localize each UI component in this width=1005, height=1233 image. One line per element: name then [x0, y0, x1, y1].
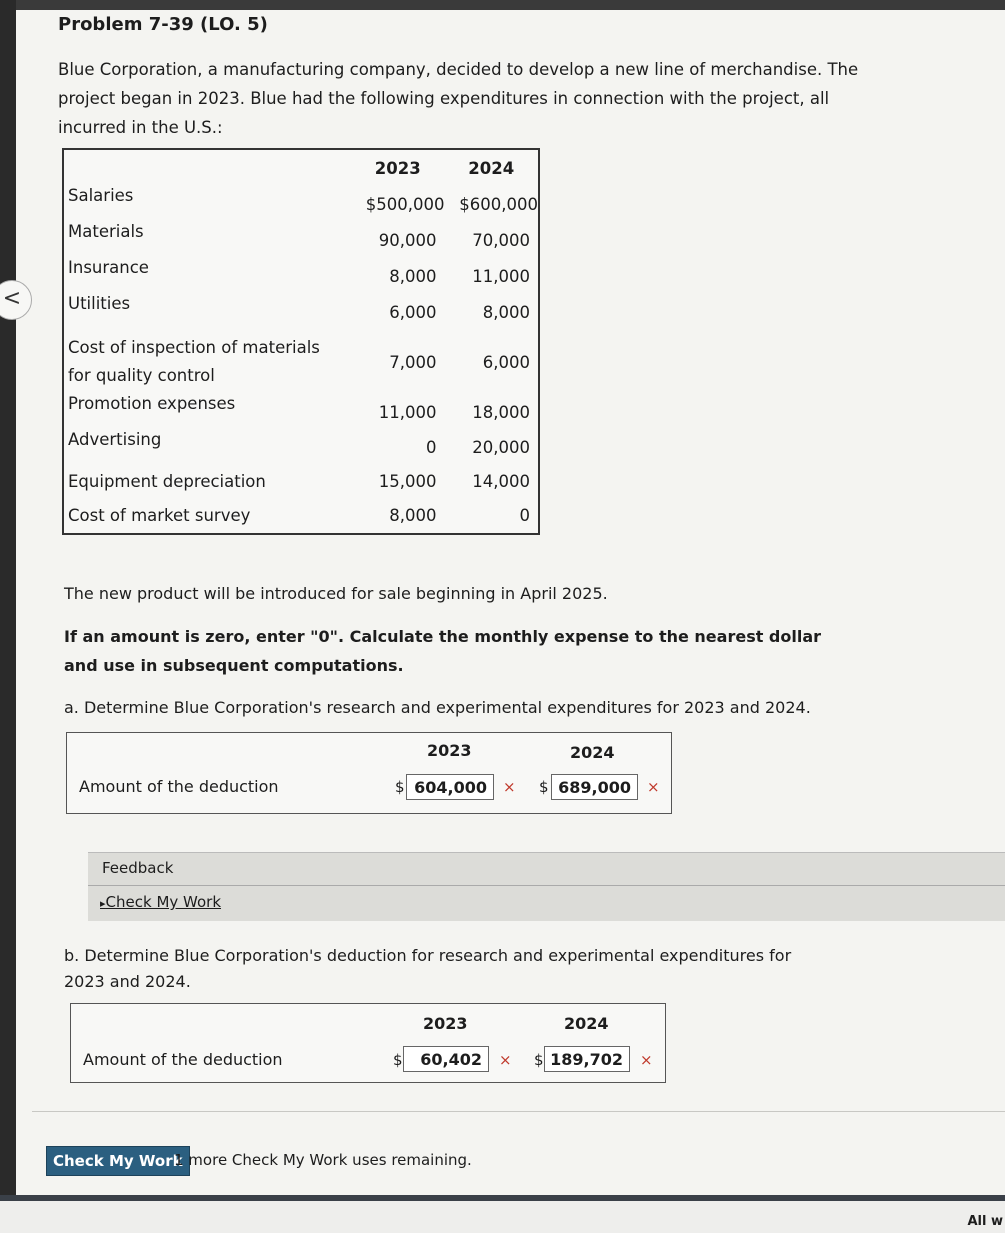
expense-value: 15,000 [378, 471, 437, 491]
currency-symbol: $ [395, 778, 405, 796]
row-label: Amount of the deduction [79, 777, 279, 796]
expense-value: 0 [425, 437, 437, 457]
row-label: Amount of the deduction [83, 1050, 283, 1069]
expense-value: 20,000 [472, 437, 530, 457]
table-header-row [63, 149, 539, 186]
year-header: 2023 [374, 158, 421, 178]
attempts-remaining-text: 1 more Check My Work uses remaining. [174, 1151, 472, 1169]
currency-symbol: $ [393, 1051, 403, 1069]
table-row [63, 498, 539, 534]
expense-label: Materials [68, 222, 144, 241]
section-divider [32, 1111, 1005, 1112]
feedback-panel [88, 852, 1005, 921]
table-row [63, 222, 539, 258]
expense-value: 11,000 [472, 266, 530, 286]
part-b-question: b. Determine Blue Corporation's deduction for research and experimental expenditures for [64, 946, 792, 965]
corner-text: All w [967, 1214, 1003, 1229]
table-row [63, 464, 539, 498]
expense-value: $600,000 [459, 194, 538, 214]
expense-label: Advertising [68, 430, 162, 449]
problem-page [16, 10, 1005, 1195]
deduction-2024-input[interactable]: 189,702 [544, 1046, 630, 1072]
expense-label: Insurance [68, 258, 149, 277]
incorrect-mark-icon: × [647, 778, 660, 796]
expense-value: $500,000 [365, 194, 445, 214]
feedback-label: Feedback [102, 859, 174, 877]
incorrect-mark-icon: × [503, 778, 516, 796]
table-row [63, 258, 539, 294]
part-b-question: 2023 and 2024. [64, 972, 191, 991]
expense-value: 8,000 [482, 302, 530, 322]
expense-value: 6,000 [482, 352, 530, 372]
expense-label-line: Cost of inspection of materials [68, 338, 320, 357]
year-header: 2023 [423, 1014, 468, 1033]
expense-value: 8,000 [389, 266, 437, 286]
table-row [63, 294, 539, 330]
expense-label: Equipment depreciation [68, 471, 266, 491]
expand-arrow-icon: ▸ [100, 897, 106, 910]
deduction-2023-input[interactable]: 604,000 [406, 774, 494, 800]
year-header: 2024 [468, 158, 515, 178]
deduction-2024-input[interactable]: 689,000 [551, 774, 638, 800]
expense-value: 7,000 [389, 352, 437, 372]
expense-value: 14,000 [472, 471, 530, 491]
bottom-strip [0, 1201, 1005, 1233]
top-bezel [16, 0, 1005, 10]
table-row [63, 186, 539, 222]
deduction-2023-input[interactable]: 60,402 [403, 1046, 489, 1072]
check-my-work-link[interactable] [100, 893, 221, 911]
expense-value: 0 [519, 506, 530, 525]
table-row [63, 430, 539, 464]
problem-intro: Blue Corporation, a manufacturing company, decided to develop a new line of merchandise. The project began in 2023. Blue had the following expenditures in connection with the project, all incurred in the U.S.: [58, 60, 859, 137]
sale-date-text: The new product will be introduced for sale beginning in April 2025. [64, 584, 608, 603]
year-header: 2024 [564, 1014, 609, 1033]
check-my-work-link-text: Check My Work [105, 893, 222, 911]
expense-value: 70,000 [472, 230, 530, 250]
year-header: 2023 [427, 741, 472, 760]
table-row [63, 394, 539, 430]
problem-title: Problem 7-39 (LO. 5) [58, 14, 268, 35]
feedback-divider [88, 885, 1005, 886]
expense-label: Cost of market survey [68, 506, 251, 525]
expense-value: 18,000 [472, 402, 530, 422]
year-header: 2024 [570, 743, 615, 762]
expense-label: Salaries [68, 186, 134, 205]
check-my-work-button[interactable]: Check My Work [46, 1146, 190, 1176]
expense-value: 8,000 [389, 506, 437, 525]
incorrect-mark-icon: × [640, 1051, 653, 1069]
expense-label: Utilities [68, 294, 131, 313]
part-a-question: a. Determine Blue Corporation's research and experimental expenditures for 2023 and 2024. [64, 698, 811, 717]
currency-symbol: $ [534, 1051, 544, 1069]
expense-label: Promotion expenses [68, 394, 236, 413]
part-a-answer-table [66, 732, 672, 814]
back-chevron-icon[interactable]: < [0, 280, 32, 320]
instruction-line: and use in subsequent computations. [64, 656, 404, 675]
table-row [63, 330, 539, 394]
expense-label [63, 330, 351, 394]
expense-label-line: for quality control [68, 366, 215, 385]
expense-value: 90,000 [378, 230, 437, 250]
expense-value: 6,000 [389, 302, 437, 322]
expense-value: 11,000 [378, 402, 437, 422]
left-bezel [0, 0, 16, 1233]
part-b-answer-table [70, 1003, 666, 1083]
incorrect-mark-icon: × [499, 1051, 512, 1069]
instruction-line: If an amount is zero, enter "0". Calculate the monthly expense to the nearest dollar [64, 627, 822, 646]
currency-symbol: $ [539, 778, 549, 796]
expenditures-table [62, 148, 540, 535]
